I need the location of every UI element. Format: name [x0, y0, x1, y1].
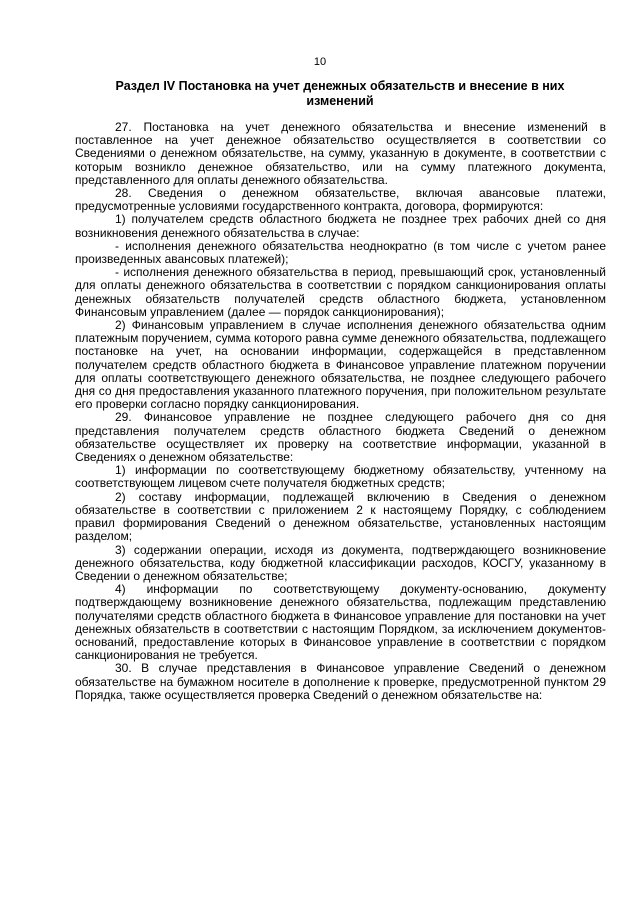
paragraph-28-bullet-2: - исполнения денежного обязательства в период, превышающий срок, установленный для оплаты денежного обязательства в соответствии с порядком санкционирования оплаты денежных обязательств получателей средств областного бюджета, установленном Финансовым управлением (далее — порядок санкционирования);	[75, 265, 606, 319]
paragraph-29-item-1: 1) информации по соответствующему бюджетному обязательству, учтенному на соответствующем лицевом счете получателя бюджетных средств;	[75, 463, 606, 491]
paragraph-28-item-1: 1) получателем средств областного бюджета не позднее трех рабочих дней со дня возникновения денежного обязательства в случае:	[75, 212, 606, 240]
paragraph-29-item-3: 3) содержании операции, исходя из документа, подтверждающего возникновение денежного обязательства, коду бюджетной классификации расходов, КОСГУ, указанному в Сведении о денежном обязательстве;	[75, 542, 606, 583]
page-number: 10	[313, 56, 327, 68]
paragraph-28-bullet-1: - исполнения денежного обязательства неоднократно (в том числе с учетом ранее произведенных авансовых платежей);	[75, 238, 606, 267]
paragraph-29-item-4: 4) информации по соответствующему документу-основанию, документу подтверждающему возникновение денежного обязательства, подлежащим представлению получателями средств областного бюджета в Финансовое управление для постановки на учет денежных обязательств в соответствии с настоящим Порядком, за исключением документов-оснований, предоставление которых в Финансовое управление в соответствии с порядком санкционирования не требуется.	[75, 582, 606, 663]
paragraph-30: 30. В случае представления в Финансовое управление Сведений о денежном обязательстве на бумажном носителе в дополнение к проверке, предусмотренной пунктом 29 Порядка, также осуществляется проверка Сведений о денежном обязательстве на:	[75, 661, 606, 702]
paragraph-28-item-2: 2) Финансовым управлением в случае исполнения денежного обязательства одним платежным поручением, сумма которого равна сумме денежного обязательства, подлежащего постановке на учет, на основании информации, содержащейся в представленном получателем средств областного бюджета в Финансовое управление платежном поручении для оплаты соответствующего денежного обязательства, не позднее следующего рабочего дня со дня предоставления указанного платежного поручения, при положительном результате его проверки согласно порядку санкционирования.	[75, 318, 606, 412]
document-body	[75, 121, 606, 702]
section-title: Раздел IV Постановка на учет денежных обязательств и внесение в них изменений	[115, 79, 565, 108]
paragraph-29-item-2: 2) составу информации, подлежащей включению в Сведения о денежном обязательстве в соответствии с приложением 2 к настоящему Порядку, с соблюдением правил формирования Сведений о денежном обязательстве, установленных настоящим разделом;	[75, 489, 606, 544]
paragraph-27: 27. Постановка на учет денежного обязательства и внесение изменений в поставленное на учет денежное обязательство осуществляется в соответствии со Сведениями о денежном обязательстве, на сумму, указанную в документе, в соответствии с которым возникло денежное обязательство, или на сумму платежного документа, представленного для оплаты денежного обязательства.	[75, 120, 606, 187]
paragraph-28: 28. Сведения о денежном обязательстве, включая авансовые платежи, предусмотренные условиями государственного контракта, договора, формируются:	[75, 186, 606, 214]
paragraph-29: 29. Финансовое управление не позднее следующего рабочего дня со дня представления получателем средств областного бюджета Сведений о денежном обязательстве осуществляет их проверку на соответствие информации, указанной в Сведениях о денежном обязательстве:	[75, 410, 606, 465]
